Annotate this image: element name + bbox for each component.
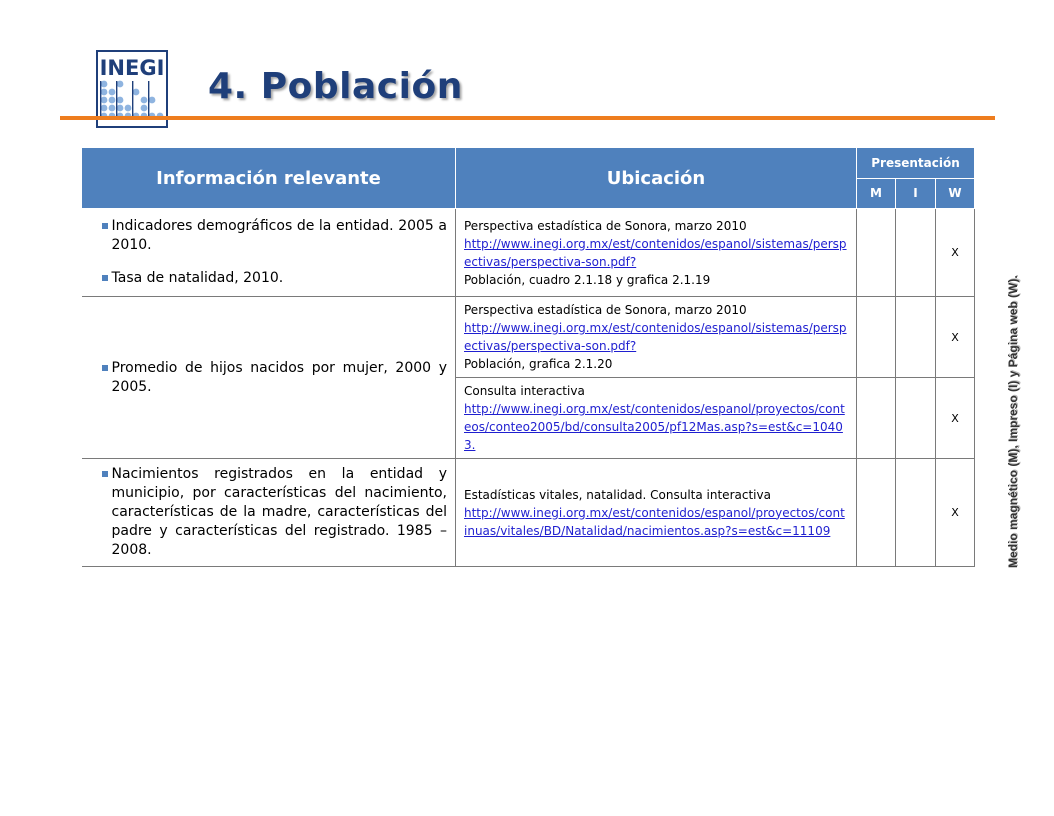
info-cell (82, 459, 456, 567)
side-note: Medio magnético (M), Impreso (I) y Página web (W). (1006, 275, 1020, 568)
bullet-icon (102, 223, 108, 229)
mark-m (857, 459, 896, 567)
column-header-location: Ubicación (456, 148, 857, 209)
bullet-icon (102, 275, 108, 281)
location-title: Perspectiva estadística de Sonora, marzo 2010 (464, 218, 747, 233)
location-link[interactable]: http://www.inegi.org.mx/est/contenidos/espanol/sistemas/perspectivas/perspectiva-son.pdf? (464, 321, 847, 353)
location-cell (456, 297, 857, 378)
bullet-icon (102, 471, 108, 477)
page-title: 4. Población (208, 66, 463, 107)
location-cell (456, 209, 857, 297)
info-cell (82, 209, 456, 297)
mark-i (896, 297, 936, 378)
list-item: Promedio de hijos nacidos por mujer, 2000 y 2005. (102, 359, 448, 397)
mark-w: X (936, 459, 975, 567)
location-link[interactable]: http://www.inegi.org.mx/est/contenidos/espanol/proyectos/conteos/conteo2005/bd/consulta2005/pf12Mas.asp?s=est&c=10403. (464, 402, 845, 452)
mark-w: X (936, 378, 975, 459)
mark-i (896, 209, 936, 297)
table-row (82, 297, 975, 378)
bullet-icon (102, 365, 108, 371)
mark-i (896, 378, 936, 459)
list-item: Indicadores demográficos de la entidad. 2005 a 2010. (102, 217, 448, 255)
mark-i (896, 459, 936, 567)
info-table (81, 147, 975, 567)
column-header-m: M (857, 178, 896, 209)
list-item: Nacimientos registrados en la entidad y municipio, por características del nacimiento, características de la madre, características del padre y características del registrado. 1985 – 2008. (102, 465, 448, 560)
mark-w: X (936, 209, 975, 297)
table-row (82, 209, 975, 297)
logo-text: INEGI (99, 56, 165, 80)
column-header-info: Información relevante (82, 148, 456, 209)
header-divider (60, 116, 995, 120)
location-title: Consulta interactiva (464, 384, 585, 398)
location-cell (456, 459, 857, 567)
location-note: Población, grafica 2.1.20 (464, 357, 613, 371)
list-item: Tasa de natalidad, 2010. (102, 269, 448, 288)
mark-m (857, 297, 896, 378)
location-link[interactable]: http://www.inegi.org.mx/est/contenidos/espanol/proyectos/continuas/vitales/BD/Natalidad/nacimientos.asp?s=est&c=11109 (464, 505, 845, 538)
location-note: Población, cuadro 2.1.18 y grafica 2.1.19 (464, 272, 711, 287)
column-header-i: I (896, 178, 936, 209)
location-title: Perspectiva estadística de Sonora, marzo 2010 (464, 303, 747, 317)
column-header-presentation: Presentación (857, 148, 975, 179)
location-link[interactable]: http://www.inegi.org.mx/est/contenidos/espanol/sistemas/perspectivas/perspectiva-son.pdf? (464, 236, 847, 269)
column-header-w: W (936, 178, 975, 209)
mark-m (857, 209, 896, 297)
table-row (82, 459, 975, 567)
mark-w: X (936, 297, 975, 378)
location-title: Estadísticas vitales, natalidad. Consulta interactiva (464, 487, 771, 502)
mark-m (857, 378, 896, 459)
info-cell (82, 297, 456, 459)
location-cell (456, 378, 857, 459)
